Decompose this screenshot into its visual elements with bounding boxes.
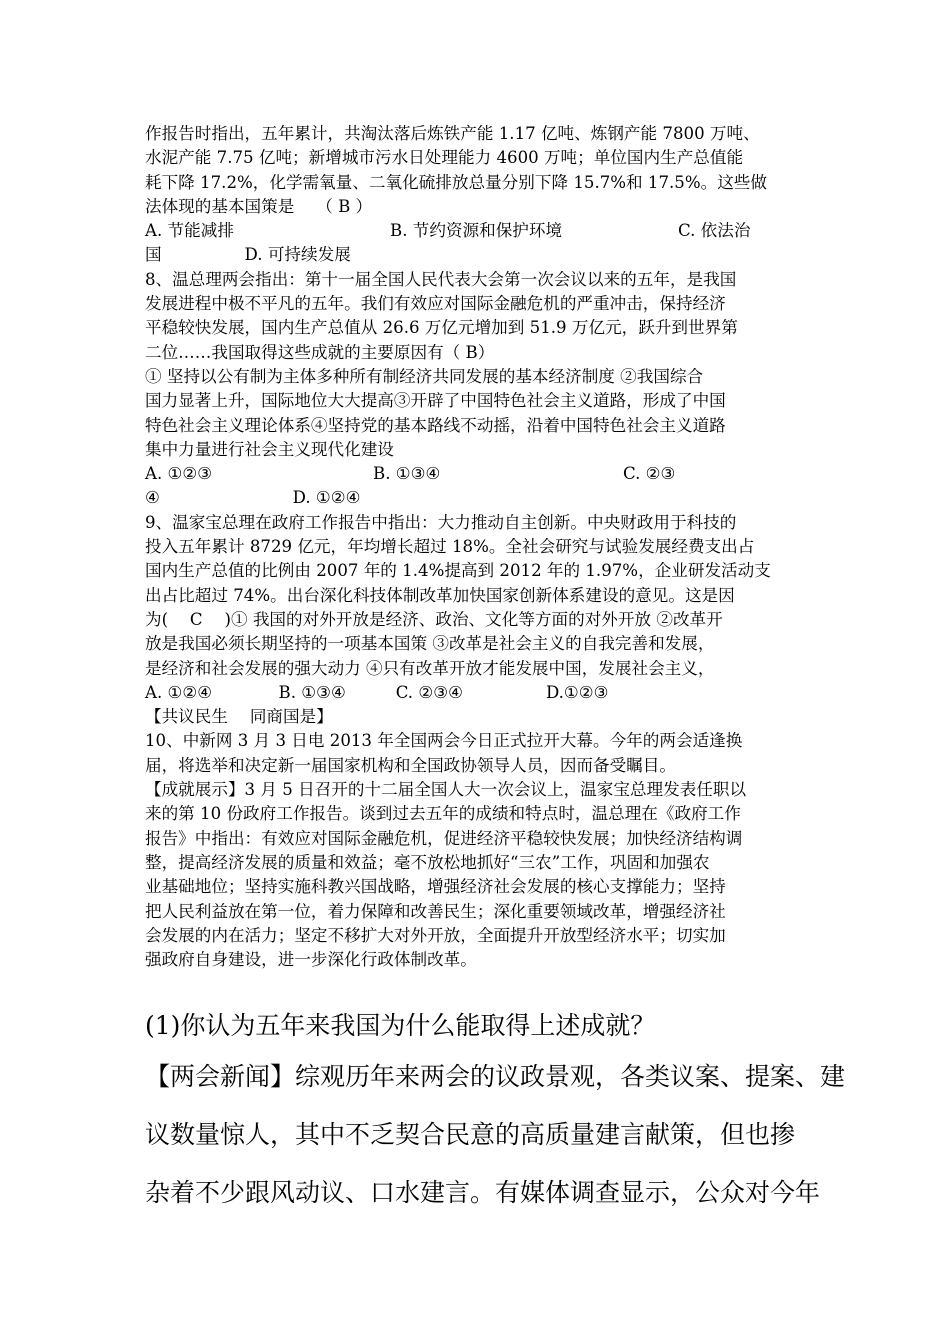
text-line: 是经济和社会发展的强大动力 ④只有改革开放才能发展中国，发展社会主义， bbox=[145, 658, 715, 678]
text-line: 发展进程中极不平凡的五年。我们有效应对国际金融危机的严重冲击，保持经济 bbox=[145, 294, 726, 314]
option-b: B. ①③④ bbox=[373, 464, 441, 484]
text-line: 8、温总理两会指出：第十一届全国人民代表大会第一次会议以来的五年，是我国 bbox=[145, 269, 737, 289]
question-1: (1)你认为五年来我国为什么能取得上述成就？ bbox=[145, 1011, 656, 1040]
large-text-block bbox=[145, 1004, 846, 1222]
text-line: 为( C )① 我国的对外开放是经济、政治、文化等方面的对外开放 ②改革开 bbox=[145, 609, 723, 629]
text-line: 届，将选举和决定新一届国家机构和全国政协领导人员，因而备受瞩目。 bbox=[145, 755, 676, 775]
text-line: 把人民利益放在第一位，着力保障和改善民生；深化重要领域改革，增强经济社 bbox=[145, 901, 726, 921]
news-line: 议数量惊人，其中不乏契合民意的高质量建言献策，但也掺 bbox=[145, 1120, 796, 1149]
text-line: 投入五年累计 8729 亿元，年均增长超过 18%。全社会研究与试验发展经费支出占 bbox=[145, 537, 755, 557]
text-line: 水泥产能 7.75 亿吨；新增城市污水日处理能力 4600 万吨；单位国内生产总值能 bbox=[145, 148, 744, 168]
text-line: 作报告时指出，五年累计，共淘汰落后炼铁产能 1.17 亿吨、炼钢产能 7800 万吨、 bbox=[145, 124, 760, 143]
option-b: B. 节约资源和保护环境 bbox=[390, 221, 563, 241]
text-line: 耗下降 17.2%，化学需氧量、二氧化硫排放总量分别下降 15.7%和 17.5%。这些做 bbox=[145, 172, 767, 192]
option-c: C. 依法治 bbox=[678, 221, 751, 241]
small-text-block bbox=[145, 122, 810, 972]
text-line: 二位……我国取得这些成就的主要原因有（ B） bbox=[145, 342, 495, 362]
option-a: A. 节能减排 bbox=[145, 221, 234, 241]
text-line: 平稳较快发展，国内生产总值从 26.6 万亿元增加到 51.9 万亿元，跃升到世界第 bbox=[145, 318, 738, 338]
options-line-q8 bbox=[145, 462, 810, 486]
text-line: 【成就展示】3 月 5 日召开的十二届全国人大一次会议上，温家宝总理发表任职以 bbox=[145, 780, 747, 800]
text-line: 会发展的内在活力；坚定不移扩大对外开放，全面提升开放型经济水平；切实加 bbox=[145, 925, 726, 945]
text-line: 放是我国必须长期坚持的一项基本国策 ③改革是社会主义的自我完善和发展， bbox=[145, 634, 715, 654]
text-line: 整，提高经济发展的质量和效益；毫不放松地抓好“三农”工作，巩固和加强农 bbox=[145, 852, 710, 872]
text-line: 特色社会主义理论体系④坚持党的基本路线不动摇，沿着中国特色社会主义道路 bbox=[145, 415, 726, 435]
option-c: C. ②③ bbox=[623, 464, 676, 484]
news-line: 【两会新闻】综观历年来两会的议政景观，各类议案、提案、建 bbox=[145, 1062, 846, 1091]
text-line: 业基础地位；坚持实施科教兴国战略，增强经济社会发展的核心支撑能力；坚持 bbox=[145, 877, 726, 897]
news-line: 杂着不少跟风动议、口水建言。有媒体调查显示，公众对今年 bbox=[145, 1178, 821, 1207]
text-line: 法体现的基本国策是 （ B ） bbox=[145, 196, 373, 216]
option-a: A. ①②③ bbox=[145, 464, 213, 484]
text-line: A. ①②④ B. ①③④ C. ②③④ D.①②③ bbox=[145, 682, 609, 702]
text-line: 9、温家宝总理在政府工作报告中指出：大力推动自主创新。中央财政用于科技的 bbox=[145, 512, 737, 532]
text-line: 来的第 10 份政府工作报告。谈到过去五年的成绩和特点时，温总理在《政府工作 bbox=[145, 804, 741, 824]
text-line: 10、中新网 3 月 3 日电 2013 年全国两会今日正式拉开大幕。今年的两会适逢换 bbox=[145, 731, 743, 751]
text-line: ④ D. ①②④ bbox=[145, 488, 361, 508]
text-line: 国力显著上升，国际地位大大提高③开辟了中国特色社会主义道路，形成了中国 bbox=[145, 391, 726, 411]
text-line: 国内生产总值的比例由 2007 年的 1.4%提高到 2012 年的 1.97%，企业研发活动支 bbox=[145, 561, 771, 581]
section-heading: 【共议民生 同商国是】 bbox=[145, 707, 333, 727]
text-line: ① 坚持以公有制为主体多种所有制经济共同发展的基本经济制度 ②我国综合 bbox=[145, 366, 704, 386]
text-line: 出占比超过 74%。出台深化科技体制改革加快国家创新体系建设的意见。这是因 bbox=[145, 585, 735, 605]
options-line-q7 bbox=[145, 219, 810, 243]
text-line: 国 D. 可持续发展 bbox=[145, 245, 351, 265]
text-line: 报告》中指出：有效应对国际金融危机，促进经济平稳较快发展；加快经济结构调 bbox=[145, 828, 743, 848]
text-line: 强政府自身建设，进一步深化行政体制改革。 bbox=[145, 950, 477, 970]
text-line: 集中力量进行社会主义现代化建设 bbox=[145, 439, 394, 459]
